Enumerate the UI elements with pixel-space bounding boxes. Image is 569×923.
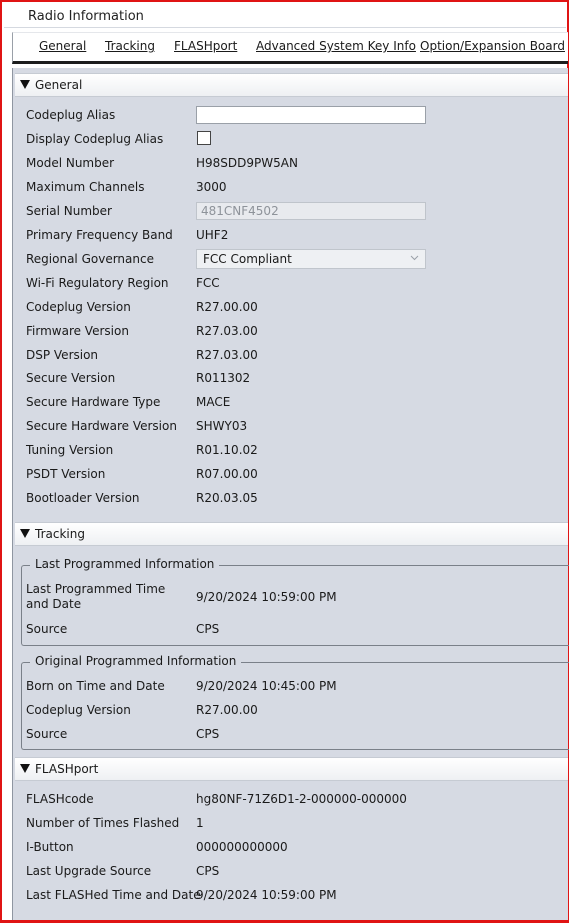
times-flashed-label: Number of Times Flashed xyxy=(26,816,180,830)
original-programmed-legend: Original Programmed Information xyxy=(30,654,241,668)
firmware-version-value: R27.03.00 xyxy=(196,324,258,338)
original-codeplug-label: Codeplug Version xyxy=(26,703,131,717)
chevron-down-icon xyxy=(410,253,419,262)
model-number-value: H98SDD9PW5AN xyxy=(196,156,298,170)
max-channels-value: 3000 xyxy=(196,180,227,194)
last-source-value: CPS xyxy=(196,622,220,636)
display-alias-checkbox[interactable] xyxy=(197,131,211,145)
regional-governance-label: Regional Governance xyxy=(26,252,154,266)
serial-number-label: Serial Number xyxy=(26,204,112,218)
general-section-title: General xyxy=(35,78,83,92)
flashcode-label: FLASHcode xyxy=(26,792,94,806)
original-source-value: CPS xyxy=(196,727,220,741)
window-title: Radio Information xyxy=(28,9,144,24)
codeplug-version-value: R27.00.00 xyxy=(196,300,258,314)
wifi-region-label: Wi-Fi Regulatory Region xyxy=(26,276,169,290)
last-source-label: Source xyxy=(26,622,68,636)
flashport-section-title: FLASHport xyxy=(35,762,99,776)
tab-strip xyxy=(12,32,568,64)
wifi-region-value: FCC xyxy=(196,276,220,290)
secure-version-value: R011302 xyxy=(196,371,251,385)
triangle-down-icon xyxy=(19,78,31,90)
frequency-band-value: UHF2 xyxy=(196,228,229,242)
regional-governance-select[interactable] xyxy=(196,249,426,269)
tab-flashport[interactable]: FLASHport xyxy=(174,39,238,53)
last-upgrade-source-value: CPS xyxy=(196,864,220,878)
dsp-version-value: R27.03.00 xyxy=(196,348,258,362)
serial-number-field xyxy=(196,202,426,220)
times-flashed-value: 1 xyxy=(196,816,204,830)
dsp-version-label: DSP Version xyxy=(26,348,99,362)
general-section-header[interactable] xyxy=(15,73,568,97)
original-codeplug-value: R27.00.00 xyxy=(196,703,258,717)
tab-general[interactable]: General xyxy=(39,39,87,53)
secure-hardware-version-label: Secure Hardware Version xyxy=(26,419,177,433)
last-upgrade-source-label: Last Upgrade Source xyxy=(26,864,152,878)
codeplug-version-label: Codeplug Version xyxy=(26,300,131,314)
born-on-label: Born on Time and Date xyxy=(26,679,165,693)
ibutton-value: 000000000000 xyxy=(196,840,288,854)
tracking-section-title: Tracking xyxy=(35,527,85,541)
tab-advanced-system-key-info[interactable]: Advanced System Key Info xyxy=(256,39,416,53)
secure-hardware-type-label: Secure Hardware Type xyxy=(26,395,161,409)
last-programmed-time-value: 9/20/2024 10:59:00 PM xyxy=(196,590,337,604)
last-programmed-legend: Last Programmed Information xyxy=(30,557,219,571)
triangle-down-icon xyxy=(19,762,31,774)
secure-hardware-version-value: SHWY03 xyxy=(196,419,248,433)
codeplug-alias-input[interactable] xyxy=(196,106,426,124)
display-alias-label: Display Codeplug Alias xyxy=(26,132,164,146)
psdt-version-value: R07.00.00 xyxy=(196,467,258,481)
original-source-label: Source xyxy=(26,727,68,741)
content-panel xyxy=(12,68,568,920)
tuning-version-value: R01.10.02 xyxy=(196,443,258,457)
secure-hardware-type-value: MACE xyxy=(196,395,231,409)
flashport-section-header[interactable] xyxy=(15,757,568,781)
max-channels-label: Maximum Channels xyxy=(26,180,145,194)
regional-governance-value: FCC Compliant xyxy=(203,252,292,266)
born-on-value: 9/20/2024 10:45:00 PM xyxy=(196,679,337,693)
title-bar xyxy=(4,6,566,28)
flashcode-value: hg80NF-71Z6D1-2-000000-000000 xyxy=(196,792,407,806)
last-flashed-label: Last FLASHed Time and Date xyxy=(26,888,201,902)
frequency-band-label: Primary Frequency Band xyxy=(26,228,173,242)
psdt-version-label: PSDT Version xyxy=(26,467,106,481)
tracking-section-header[interactable] xyxy=(15,522,568,546)
last-programmed-time-label: Last Programmed Time and Date xyxy=(26,582,166,611)
firmware-version-label: Firmware Version xyxy=(26,324,129,338)
bootloader-version-value: R20.03.05 xyxy=(196,491,258,505)
tab-option-expansion-board[interactable]: Option/Expansion Board xyxy=(420,39,565,53)
secure-version-label: Secure Version xyxy=(26,371,116,385)
ibutton-label: I-Button xyxy=(26,840,74,854)
last-flashed-value: 9/20/2024 10:59:00 PM xyxy=(196,888,337,902)
tab-tracking[interactable]: Tracking xyxy=(105,39,155,53)
tuning-version-label: Tuning Version xyxy=(26,443,114,457)
triangle-down-icon xyxy=(19,527,31,539)
model-number-label: Model Number xyxy=(26,156,115,170)
bootloader-version-label: Bootloader Version xyxy=(26,491,140,505)
codeplug-alias-label: Codeplug Alias xyxy=(26,108,116,122)
